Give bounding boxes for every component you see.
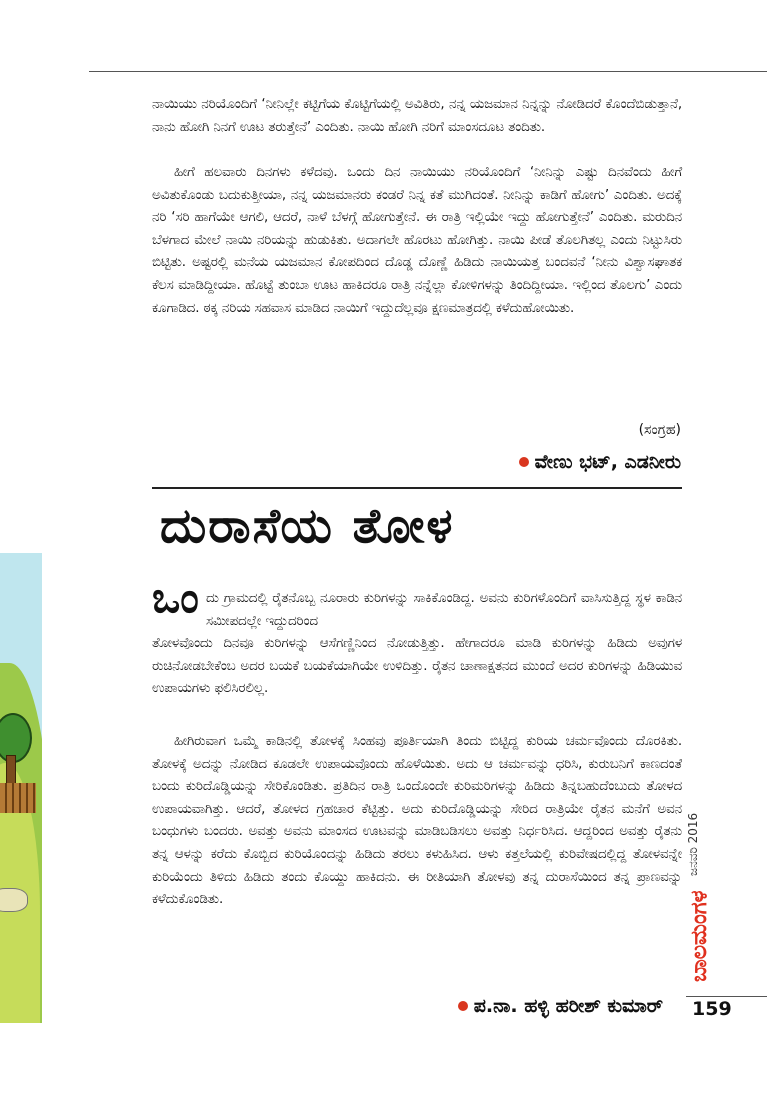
story-title: ದುರಾಸೆಯ ತೋಳ	[160, 498, 455, 554]
issue-date: ಜನವರಿ 2016	[686, 812, 700, 876]
rock-icon	[0, 888, 28, 912]
paragraph	[152, 588, 682, 701]
bullet-dot-icon	[519, 457, 529, 467]
author-line	[519, 451, 681, 473]
author-line	[458, 995, 663, 1017]
drop-cap: ಒಂ	[152, 573, 199, 622]
paragraph: ಹೀಗಿರುವಾಗ ಒಮ್ಮೆ ಕಾಡಿನಲ್ಲಿ ತೋಳಕ್ಕೆ ಸಿಂಹವು ಪೂರ್ತಿಯಾಗಿ ತಿಂದು ಬಿಟ್ಟಿದ್ದ ಕುರಿಯ ಚರ್ಮವೊಂದು ದೊರಕಿತು. ತೋಳಕ್ಕೆ ಅದನ್ನು ನೋಡಿದ ಕೂಡಲೇ ಉಪಾಯವೊಂದು ಹೊಳೆಯಿತು. ಅದು ಆ ಚರ್ಮವನ್ನು ಧರಿಸಿ, ಕುರುಬನಿಗೆ ಕಾಣದಂತೆ ಬಂದು ಕುರಿದೊಡ್ಡಿಯನ್ನು ಸೇರಿಕೊಂಡಿತು. ಪ್ರತಿದಿನ ರಾತ್ರಿ ಒಂದೊಂದೇ ಕುರಿಮರಿಗಳನ್ನು ಹಿಡಿದು ತಿನ್ನಬಹುದೆಂಬುದು ತೋಳದ ಉಪಾಯವಾಗಿತ್ತು. ಆದರೆ, ತೋಳದ ಗ್ರಹಚಾರ ಕೆಟ್ಟಿತ್ತು. ಅದು ಕುರಿದೊಡ್ಡಿಯನ್ನು ಸೇರಿದ ರಾತ್ರಿಯೇ ರೈತನ ಮನೆಗೆ ಅವನ ಬಂಧುಗಳು ಬಂದರು. ಅವತ್ತು ಅವನು ಮಾಂಸದ ಊಟವನ್ನು ಮಾಡಿಬಡಿಸಲು ಅವತ್ತು ನಿರ್ಧರಿಸಿದ. ಆದ್ದರಿಂದ ಅವತ್ತು ರೈತನು ತನ್ನ ಆಳನ್ನು ಕರೆದು ಕೊಬ್ಬಿದ ಕುರಿಯೊಂದನ್ನು ಹಿಡಿದು ತರಲು ಕಳುಹಿಸಿದ. ಆಳು ಕತ್ತಲೆಯಲ್ಲಿ ಕುರಿವೇಷದಲ್ಲಿದ್ದ ತೋಳವನ್ನೇ ಕುರಿಯೆಂದು ತಿಳಿದು ಹಿಡಿದು ತಂದು ಕೊಯ್ದು ಹಾಕಿದನು. ಈ ರೀತಿಯಾಗಿ ತೋಳವು ತನ್ನ ದುರಾಸೆಯಿಂದ ತನ್ನ ಪ್ರಾಣವನ್ನು ಕಳೆದುಕೊಂಡಿತು.	[152, 734, 682, 908]
author-name: ವೇಣು ಭಟ್, ಎಡನೀರು	[534, 451, 681, 473]
fence-icon	[0, 783, 36, 813]
footer-rule	[686, 996, 767, 997]
paragraph-rest: ತೋಳವೊಂದು ದಿನವೂ ಕುರಿಗಳನ್ನು ಆಸೆಗಣ್ಣಿನಿಂದ ನೋಡುತ್ತಿತ್ತು. ಹೇಗಾದರೂ ಮಾಡಿ ಕುರಿಗಳನ್ನು ಹಿಡಿದು ಅವುಗಳ ರುಚಿನೋಡಬೇಕೆಂಬ ಅದರ ಬಯಕೆ ಬಯಕೆಯಾಗಿಯೇ ಉಳಿದಿತ್ತು. ರೈತನ ಚಾಣಾಕ್ಷತನದ ಮುಂದೆ ಅದರ ಕುರಿಗಳನ್ನು ಹಿಡಿಯುವ ಉಪಾಯಗಳು ಫಲಿಸಿರಲಿಲ್ಲ.	[152, 636, 682, 697]
header-rule	[89, 71, 767, 72]
page-number: 159	[692, 998, 732, 1020]
paragraph-first-lines: ದು ಗ್ರಾಮದಲ್ಲಿ ರೈತನೊಬ್ಬ ನೂರಾರು ಕುರಿಗಳನ್ನು ಸಾಕಿಕೊಂಡಿದ್ದ. ಅವನು ಕುರಿಗಳೊಂದಿಗೆ ವಾಸಿಸುತ್ತಿದ್ದ ಸ್ಥಳ ಕಾಡಿನ ಸಮೀಪದಲ್ಲೇ ಇದ್ದುದರಿಂದ	[206, 591, 682, 629]
paragraph: ನಾಯಿಯು ನರಿಯೊಂದಿಗೆ ‘ನೀನಿಲ್ಲೇ ಕಟ್ಟಿಗೆಯ ಕೊಟ್ಟಿಗೆಯಲ್ಲಿ ಅವಿತಿರು, ನನ್ನ ಯಜಮಾನ ನಿನ್ನನ್ನು ನೋಡಿದರೆ ಕೊಂದೆಬಿಡುತ್ತಾನೆ, ನಾನು ಹೋಗಿ ನಿನಗೆ ಊಟ ತರುತ್ತೇನೆ’ ಎಂದಿತು. ನಾಯಿ ಹೋಗಿ ನರಿಗೆ ಮಾಂಸದೂಟ ತಂದಿತು.	[152, 97, 682, 135]
bullet-dot-icon	[458, 1001, 468, 1011]
section-divider	[152, 487, 682, 489]
author-name: ಪ.ನಾ. ಹಳ್ಳಿ ಹರೀಶ್ ಕುಮಾರ್	[473, 995, 663, 1017]
source-note: (ಸಂಗ್ರಹ)	[638, 422, 681, 438]
illustration-landscape	[0, 553, 42, 1023]
magazine-name: ಬಾಲಮಂಗಳ	[687, 890, 712, 982]
paragraph: ಹೀಗೆ ಹಲವಾರು ದಿನಗಳು ಕಳೆದವು. ಒಂದು ದಿನ ನಾಯಿಯು ನರಿಯೊಂದಿಗೆ ‘ನೀನಿನ್ನು ಎಷ್ಟು ದಿನವೆಂದು ಹೀಗೆ ಅವಿತುಕೊಂಡು ಬದುಕುತ್ತೀಯಾ, ನನ್ನ ಯಜಮಾನರು ಕಂಡರೆ ನಿನ್ನ ಕತೆ ಮುಗಿದಂತೆ. ನೀನಿನ್ನು ಕಾಡಿಗೆ ಹೋಗು’ ಎಂದಿತು. ಅದಕ್ಕೆ ನರಿ ‘ಸರಿ ಹಾಗೆಯೇ ಆಗಲಿ, ಆದರೆ, ನಾಳೆ ಬೆಳಗ್ಗೆ ಹೋಗುತ್ತೇನೆ. ಈ ರಾತ್ರಿ ಇಲ್ಲಿಯೇ ಇದ್ದು ಹೋಗುತ್ತೇನೆ’ ಎಂದಿತು. ಮರುದಿನ ಬೆಳಗಾದ ಮೇಲೆ ನಾಯಿ ನರಿಯನ್ನು ಹುಡುಕಿತು. ಅದಾಗಲೇ ಹೊರಟು ಹೋಗಿತ್ತು. ನಾಯಿ ಪೀಡೆ ತೊಲಗಿತಲ್ಲ ಎಂದು ನಿಟ್ಟುಸಿರು ಬಿಟ್ಟಿತು. ಅಷ್ಟರಲ್ಲಿ ಮನೆಯ ಯಜಮಾನ ಕೋಪದಿಂದ ದೊಡ್ಡ ದೊಣ್ಣೆ ಹಿಡಿದು ನಾಯಿಯತ್ತ ಬಂದವನೆ ‘ನೀನು ವಿಶ್ವಾಸಘಾತಕ ಕೆಲಸ ಮಾಡಿದ್ದೀಯಾ. ಹೊಟ್ಟೆ ತುಂಬಾ ಊಟ ಹಾಕಿದರೂ ರಾತ್ರಿ ನನ್ನೆಲ್ಲಾ ಕೋಳಿಗಳನ್ನು ತಿಂದಿದ್ದೀಯಾ. ಇಲ್ಲಿಂದ ತೊಲಗು’ ಎಂದು ಕೂಗಾಡಿದ. ಠಕ್ಕ ನರಿಯ ಸಹವಾಸ ಮಾಡಿದ ನಾಯಿಗೆ ಇದ್ದುದೆಲ್ಲವೂ ಕ್ಷಣಮಾತ್ರದಲ್ಲಿ ಕಳೆದುಹೋಯಿತು.	[152, 165, 682, 316]
